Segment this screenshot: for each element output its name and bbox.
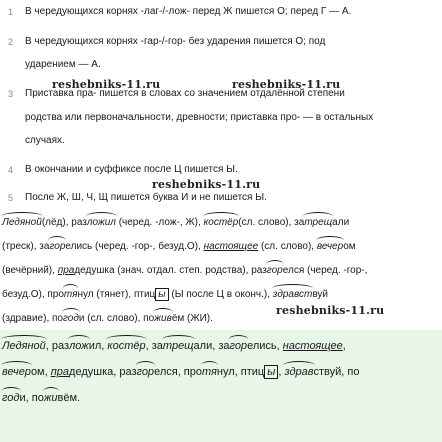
- root-morpheme: жи: [43, 392, 58, 404]
- answer-text: елся, про: [154, 366, 202, 378]
- root-morpheme: лож: [69, 340, 89, 352]
- analysis-text: (вечёрний),: [2, 265, 58, 276]
- analysis-text: нул (тянет), птиц: [77, 289, 156, 300]
- analysis-text: (черед. -лож-, Ж),: [115, 217, 204, 228]
- root-morpheme: жив: [154, 313, 172, 324]
- rule-text: ударением — А.: [25, 59, 101, 70]
- answer-text: ом,: [30, 366, 51, 378]
- analysis-text: (лёд), раз: [41, 217, 87, 228]
- root-morpheme: гор: [229, 340, 248, 352]
- rule-text: Приставка пра- пишется в словах со значением отдалённой степени: [25, 88, 345, 99]
- answer-text: нул, птиц: [216, 366, 265, 378]
- root-morpheme: трещ: [162, 340, 194, 352]
- root-word: Ледяной: [2, 340, 46, 352]
- rule-text: случаях.: [25, 135, 65, 146]
- analysis-text: ом: [343, 241, 356, 252]
- root-morpheme: ложил: [86, 217, 116, 228]
- answer-text: вём.: [57, 392, 81, 404]
- root-word: костёр: [107, 340, 146, 352]
- answer-text: елись,: [247, 340, 283, 352]
- root-morpheme: гор: [266, 265, 283, 276]
- root-morpheme: трещ: [304, 217, 333, 228]
- answer-line-3: [2, 390, 80, 406]
- answer-line-2: [2, 364, 360, 380]
- ending-morpheme: ы: [155, 288, 168, 301]
- answer-line-1: [2, 338, 346, 354]
- root-morpheme: тя: [63, 289, 78, 300]
- answer-text: ствуй, по: [313, 366, 360, 378]
- analysis-text: (сл. слово),: [258, 241, 317, 252]
- answer-text: ,: [278, 366, 285, 378]
- root-morpheme: гор: [136, 366, 155, 378]
- analysis-text: дедушка (знач. отдал. степ. родства), раз: [74, 265, 267, 276]
- analysis-text: и (сл. слово), по: [78, 313, 155, 324]
- rule-number: 2: [8, 37, 14, 47]
- root-word: Ледяной: [2, 217, 42, 228]
- rule-number: 4: [8, 165, 14, 175]
- answer-text: , за: [145, 340, 163, 352]
- rule-text: В чередующихся корнях -лаг-/-лож- перед Ж пишется О; перед Г — А.: [25, 6, 352, 17]
- watermark: reshebniks-11.ru: [232, 78, 341, 91]
- rule-number: 1: [8, 7, 14, 17]
- underlined-word: настоящее: [203, 241, 259, 252]
- analysis-text: вуй: [312, 289, 329, 300]
- root-morpheme: тя: [202, 366, 217, 378]
- rule-text: В окончании и суффиксе после Ц пишется Ы.: [25, 164, 238, 175]
- analysis-line-5: [2, 312, 213, 326]
- analysis-text: ём (ЖИ).: [171, 313, 213, 324]
- answer-text: али, за: [193, 340, 230, 352]
- analysis-text: (сл. слово), за: [238, 217, 305, 228]
- analysis-text: (здравие), по: [2, 313, 63, 324]
- prefix-morpheme: пра: [57, 265, 75, 276]
- answer-text: и, по: [19, 392, 44, 404]
- prefix-morpheme: пра: [50, 366, 70, 378]
- rule-text: После Ж, Ш, Ч, Щ пишется буква И и не пишется Ы.: [25, 192, 267, 203]
- analysis-text: (треск), за: [2, 241, 50, 252]
- watermark: reshebniks-11.ru: [52, 78, 161, 91]
- ending-morpheme: ы: [264, 365, 278, 379]
- answer-block: [0, 330, 442, 442]
- underlined-word: настоящее: [282, 340, 343, 352]
- watermark: reshebniks-11.ru: [276, 304, 385, 317]
- analysis-text: (Ы после Ц в оконч.),: [168, 289, 273, 300]
- root-morpheme: здрав: [284, 366, 314, 378]
- answer-text: дедушка, раз: [69, 366, 137, 378]
- rule-number: 5: [8, 193, 14, 203]
- answer-text: ил,: [88, 340, 108, 352]
- root-word: костёр: [203, 217, 239, 228]
- root-morpheme: год: [62, 313, 79, 324]
- analysis-line-4: [2, 288, 328, 302]
- analysis-line-2: [2, 240, 356, 254]
- analysis-line-3: [2, 264, 367, 278]
- analysis-text: безуд.О), про: [2, 289, 64, 300]
- analysis-text: елся (черед. -гор-,: [282, 265, 368, 276]
- watermark: reshebniks-11.ru: [152, 178, 261, 191]
- answer-text: ,: [342, 340, 346, 352]
- root-morpheme: вечер: [316, 241, 344, 252]
- rule-text: В чередующихся корнях -гар-/-гор- без ударения пишется О; под: [25, 36, 326, 47]
- rule-number: 3: [8, 89, 14, 99]
- root-morpheme: год: [2, 392, 20, 404]
- root-morpheme: здравст: [272, 289, 313, 300]
- rule-text: родства или первоначальности, древности; приставка про- — в остальных: [25, 112, 374, 123]
- root-morpheme: вечер: [2, 366, 31, 378]
- analysis-text: елись (черед. -гор-, безуд.О),: [65, 241, 204, 252]
- analysis-line-1: [2, 216, 349, 230]
- root-morpheme: гор: [49, 241, 66, 252]
- analysis-text: али: [332, 217, 350, 228]
- answer-text: , раз: [45, 340, 70, 352]
